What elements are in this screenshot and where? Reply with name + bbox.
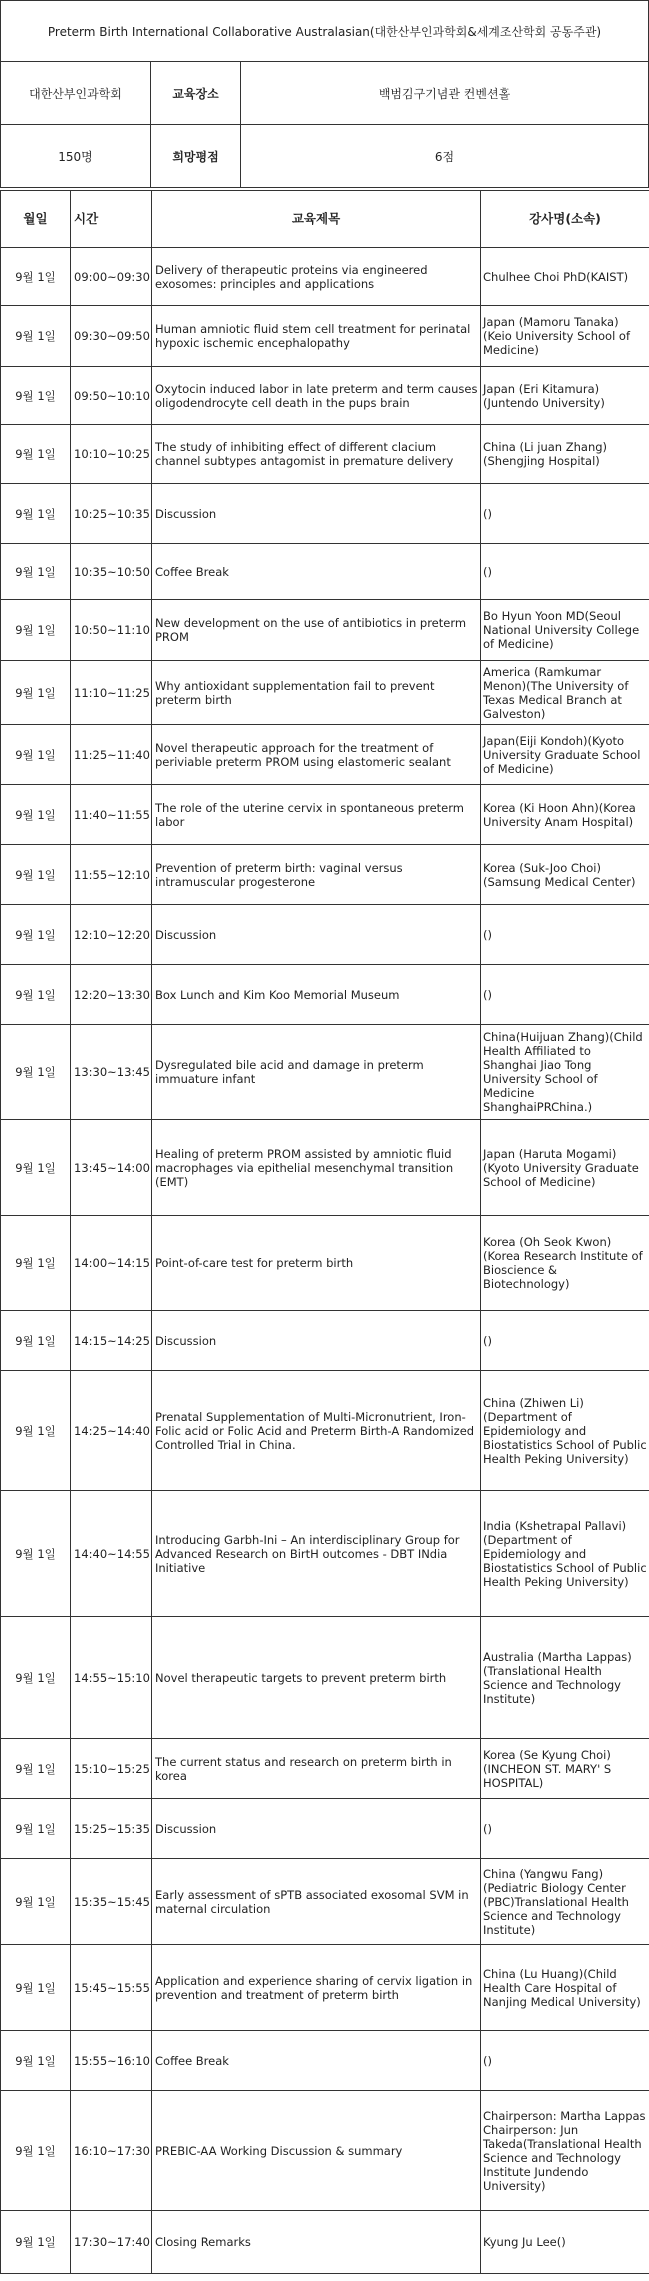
cell-date: 9월 1일 bbox=[1, 1025, 71, 1120]
table-row bbox=[1, 484, 649, 544]
cell-lecturer: Korea (Suk-Joo Choi)(Samsung Medical Center) bbox=[481, 845, 649, 905]
cell-lecturer: China (Zhiwen Li)(Department of Epidemiology and Biostatistics School of Public Health Peking University) bbox=[481, 1371, 649, 1491]
cell-date: 9월 1일 bbox=[1, 661, 71, 725]
cell-subject: Delivery of therapeutic proteins via engineered exosomes: principles and applications bbox=[152, 248, 481, 306]
cell-date: 9월 1일 bbox=[1, 1859, 71, 1945]
table-row bbox=[1, 1945, 649, 2031]
event-info-box bbox=[0, 0, 649, 188]
cell-lecturer: Chulhee Choi PhD(KAIST) bbox=[481, 248, 649, 306]
cell-time: 11:25~11:40 bbox=[71, 725, 152, 785]
cell-time: 10:35~10:50 bbox=[71, 544, 152, 600]
table-row bbox=[1, 425, 649, 484]
info-row-capacity bbox=[1, 125, 648, 187]
cell-date: 9월 1일 bbox=[1, 2091, 71, 2211]
column-header-lecturer: 강사명(소속) bbox=[481, 191, 649, 248]
cell-lecturer: Australia (Martha Lappas)(Translational Health Science and Technology Institute) bbox=[481, 1617, 649, 1739]
cell-subject: Why antioxidant supplementation fail to prevent preterm birth bbox=[152, 661, 481, 725]
cell-date: 9월 1일 bbox=[1, 965, 71, 1025]
column-header-date: 월일 bbox=[1, 191, 71, 248]
cell-time: 10:25~10:35 bbox=[71, 484, 152, 544]
cell-time: 14:40~14:55 bbox=[71, 1491, 152, 1617]
score-label: 희망평점 bbox=[151, 125, 241, 187]
column-header-time: 시간 bbox=[71, 191, 152, 248]
cell-lecturer: () bbox=[481, 484, 649, 544]
cell-subject: Discussion bbox=[152, 1311, 481, 1371]
cell-time: 10:50~11:10 bbox=[71, 600, 152, 661]
cell-time: 11:55~12:10 bbox=[71, 845, 152, 905]
cell-subject: The study of inhibiting effect of different clacium channel subtypes antagomist in premature delivery bbox=[152, 425, 481, 484]
cell-subject: Discussion bbox=[152, 1799, 481, 1859]
cell-lecturer: China (Li juan Zhang)(Shengjing Hospital) bbox=[481, 425, 649, 484]
cell-date: 9월 1일 bbox=[1, 785, 71, 845]
cell-lecturer: Chairperson: Martha Lappas Chairperson: Jun Takeda(Translational Health Science and Technology Institute Jundendo University) bbox=[481, 2091, 649, 2211]
cell-date: 9월 1일 bbox=[1, 1371, 71, 1491]
cell-date: 9월 1일 bbox=[1, 367, 71, 425]
cell-time: 09:00~09:30 bbox=[71, 248, 152, 306]
table-row bbox=[1, 1025, 649, 1120]
cell-date: 9월 1일 bbox=[1, 1945, 71, 2031]
table-row bbox=[1, 1617, 649, 1739]
cell-lecturer: () bbox=[481, 905, 649, 965]
cell-time: 15:10~15:25 bbox=[71, 1739, 152, 1799]
cell-time: 17:30~17:40 bbox=[71, 2211, 152, 2274]
cell-time: 13:45~14:00 bbox=[71, 1120, 152, 1216]
cell-lecturer: Bo Hyun Yoon MD(Seoul National University College of Medicine) bbox=[481, 600, 649, 661]
cell-time: 16:10~17:30 bbox=[71, 2091, 152, 2211]
cell-subject: Application and experience sharing of cervix ligation in prevention and treatment of preterm birth bbox=[152, 1945, 481, 2031]
cell-date: 9월 1일 bbox=[1, 2211, 71, 2274]
cell-subject: Point-of-care test for preterm birth bbox=[152, 1216, 481, 1311]
cell-time: 15:45~15:55 bbox=[71, 1945, 152, 2031]
cell-date: 9월 1일 bbox=[1, 484, 71, 544]
table-row bbox=[1, 600, 649, 661]
cell-lecturer: () bbox=[481, 2031, 649, 2091]
cell-lecturer: Japan (Mamoru Tanaka)(Keio University School of Medicine) bbox=[481, 306, 649, 367]
cell-time: 10:10~10:25 bbox=[71, 425, 152, 484]
table-row bbox=[1, 785, 649, 845]
venue-label: 교육장소 bbox=[151, 62, 241, 124]
table-row bbox=[1, 544, 649, 600]
cell-lecturer: Korea (Se Kyung Choi)(INCHEON ST. MARY' S HOSPITAL) bbox=[481, 1739, 649, 1799]
cell-time: 14:25~14:40 bbox=[71, 1371, 152, 1491]
cell-date: 9월 1일 bbox=[1, 1120, 71, 1216]
cell-subject: New development on the use of antibiotics in preterm PROM bbox=[152, 600, 481, 661]
cell-subject: Dysregulated bile acid and damage in preterm immuature infant bbox=[152, 1025, 481, 1120]
cell-lecturer: China (Yangwu Fang)(Pediatric Biology Center (PBC)Translational Health Science and Technology Institute) bbox=[481, 1859, 649, 1945]
table-row bbox=[1, 1216, 649, 1311]
cell-subject: Coffee Break bbox=[152, 2031, 481, 2091]
cell-date: 9월 1일 bbox=[1, 1617, 71, 1739]
cell-time: 09:30~09:50 bbox=[71, 306, 152, 367]
cell-lecturer: Japan (Haruta Mogami)(Kyoto University Graduate School of Medicine) bbox=[481, 1120, 649, 1216]
column-header-subject: 교육제목 bbox=[152, 191, 481, 248]
table-row bbox=[1, 661, 649, 725]
cell-subject: Human amniotic fluid stem cell treatment for perinatal hypoxic ischemic encephalopathy bbox=[152, 306, 481, 367]
cell-time: 15:55~16:10 bbox=[71, 2031, 152, 2091]
cell-subject: Oxytocin induced labor in late preterm and term causes oligodendrocyte cell death in the pups brain bbox=[152, 367, 481, 425]
cell-lecturer: India (Kshetrapal Pallavi)(Department of Epidemiology and Biostatistics School of Public Health Peking University) bbox=[481, 1491, 649, 1617]
info-row-venue bbox=[1, 62, 648, 125]
cell-lecturer: () bbox=[481, 1311, 649, 1371]
cell-subject: Early assessment of sPTB associated exosomal SVM in maternal circulation bbox=[152, 1859, 481, 1945]
cell-time: 14:00~14:15 bbox=[71, 1216, 152, 1311]
cell-lecturer: China(Huijuan Zhang)(Child Health Affiliated to Shanghai Jiao Tong University School of Medicine ShanghaiPRChina.) bbox=[481, 1025, 649, 1120]
cell-date: 9월 1일 bbox=[1, 544, 71, 600]
table-row bbox=[1, 1311, 649, 1371]
cell-time: 14:55~15:10 bbox=[71, 1617, 152, 1739]
table-row bbox=[1, 2091, 649, 2211]
score-value: 6점 bbox=[434, 149, 455, 164]
table-row bbox=[1, 367, 649, 425]
table-header-row bbox=[1, 191, 649, 248]
schedule-body bbox=[1, 248, 649, 2274]
cell-subject: Discussion bbox=[152, 484, 481, 544]
event-title: Preterm Birth International Collaborative Australasian(대한산부인과학회&세계조산학회 공동주관) bbox=[1, 1, 648, 62]
table-row bbox=[1, 1371, 649, 1491]
cell-date: 9월 1일 bbox=[1, 600, 71, 661]
organizer-cell: 대한산부인과학회 bbox=[1, 62, 151, 124]
cell-subject: The role of the uterine cervix in spontaneous preterm labor bbox=[152, 785, 481, 845]
table-row bbox=[1, 725, 649, 785]
cell-time: 12:10~12:20 bbox=[71, 905, 152, 965]
capacity-cell: 150명 bbox=[1, 125, 151, 187]
cell-subject: Novel therapeutic approach for the treatment of periviable preterm PROM using elastomeric sealant bbox=[152, 725, 481, 785]
cell-date: 9월 1일 bbox=[1, 845, 71, 905]
venue-value: 백범김구기념관 컨벤션홀 bbox=[378, 86, 511, 101]
cell-lecturer: () bbox=[481, 965, 649, 1025]
cell-subject: Coffee Break bbox=[152, 544, 481, 600]
cell-date: 9월 1일 bbox=[1, 1799, 71, 1859]
table-row bbox=[1, 248, 649, 306]
cell-date: 9월 1일 bbox=[1, 1216, 71, 1311]
table-row bbox=[1, 1120, 649, 1216]
cell-time: 12:20~13:30 bbox=[71, 965, 152, 1025]
table-row bbox=[1, 2031, 649, 2091]
table-row bbox=[1, 306, 649, 367]
cell-subject: PREBIC-AA Working Discussion & summary bbox=[152, 2091, 481, 2211]
table-row bbox=[1, 1491, 649, 1617]
cell-subject: Prevention of preterm birth: vaginal versus intramuscular progesterone bbox=[152, 845, 481, 905]
table-row bbox=[1, 1799, 649, 1859]
cell-subject: Box Lunch and Kim Koo Memorial Museum bbox=[152, 965, 481, 1025]
cell-subject: Prenatal Supplementation of Multi-Micronutrient, Iron-Folic acid or Folic Acid and Preterm Birth-A Randomized Controlled Trial in China. bbox=[152, 1371, 481, 1491]
cell-date: 9월 1일 bbox=[1, 1311, 71, 1371]
cell-date: 9월 1일 bbox=[1, 425, 71, 484]
cell-subject: Discussion bbox=[152, 905, 481, 965]
table-row bbox=[1, 2211, 649, 2274]
cell-time: 15:35~15:45 bbox=[71, 1859, 152, 1945]
cell-time: 15:25~15:35 bbox=[71, 1799, 152, 1859]
cell-lecturer: Japan (Eri Kitamura)(Juntendo University) bbox=[481, 367, 649, 425]
cell-lecturer: America (Ramkumar Menon)(The University of Texas Medical Branch at Galveston) bbox=[481, 661, 649, 725]
table-row bbox=[1, 965, 649, 1025]
cell-time: 09:50~10:10 bbox=[71, 367, 152, 425]
cell-time: 11:40~11:55 bbox=[71, 785, 152, 845]
cell-date: 9월 1일 bbox=[1, 248, 71, 306]
cell-lecturer: Korea (Oh Seok Kwon)(Korea Research Institute of Bioscience & Biotechnology) bbox=[481, 1216, 649, 1311]
cell-date: 9월 1일 bbox=[1, 1739, 71, 1799]
cell-time: 14:15~14:25 bbox=[71, 1311, 152, 1371]
cell-date: 9월 1일 bbox=[1, 2031, 71, 2091]
cell-subject: Healing of preterm PROM assisted by amniotic fluid macrophages via epithelial mesenchymal transition (EMT) bbox=[152, 1120, 481, 1216]
cell-lecturer: Korea (Ki Hoon Ahn)(Korea University Anam Hospital) bbox=[481, 785, 649, 845]
cell-subject: Closing Remarks bbox=[152, 2211, 481, 2274]
cell-lecturer: () bbox=[481, 544, 649, 600]
cell-date: 9월 1일 bbox=[1, 905, 71, 965]
cell-lecturer: () bbox=[481, 1799, 649, 1859]
cell-lecturer: China (Lu Huang)(Child Health Care Hospital of Nanjing Medical University) bbox=[481, 1945, 649, 2031]
table-row bbox=[1, 1859, 649, 1945]
cell-subject: Novel therapeutic targets to prevent preterm birth bbox=[152, 1617, 481, 1739]
table-row bbox=[1, 905, 649, 965]
cell-lecturer: Kyung Ju Lee() bbox=[481, 2211, 649, 2274]
cell-date: 9월 1일 bbox=[1, 725, 71, 785]
cell-date: 9월 1일 bbox=[1, 306, 71, 367]
cell-subject: Introducing Garbh-Ini – An interdisciplinary Group for Advanced Research on BirtH outcomes - DBT INdia Initiative bbox=[152, 1491, 481, 1617]
cell-time: 13:30~13:45 bbox=[71, 1025, 152, 1120]
table-row bbox=[1, 1739, 649, 1799]
table-row bbox=[1, 845, 649, 905]
schedule-table bbox=[0, 190, 649, 2274]
cell-time: 11:10~11:25 bbox=[71, 661, 152, 725]
cell-lecturer: Japan(Eiji Kondoh)(Kyoto University Graduate School of Medicine) bbox=[481, 725, 649, 785]
cell-date: 9월 1일 bbox=[1, 1491, 71, 1617]
cell-subject: The current status and research on preterm birth in korea bbox=[152, 1739, 481, 1799]
